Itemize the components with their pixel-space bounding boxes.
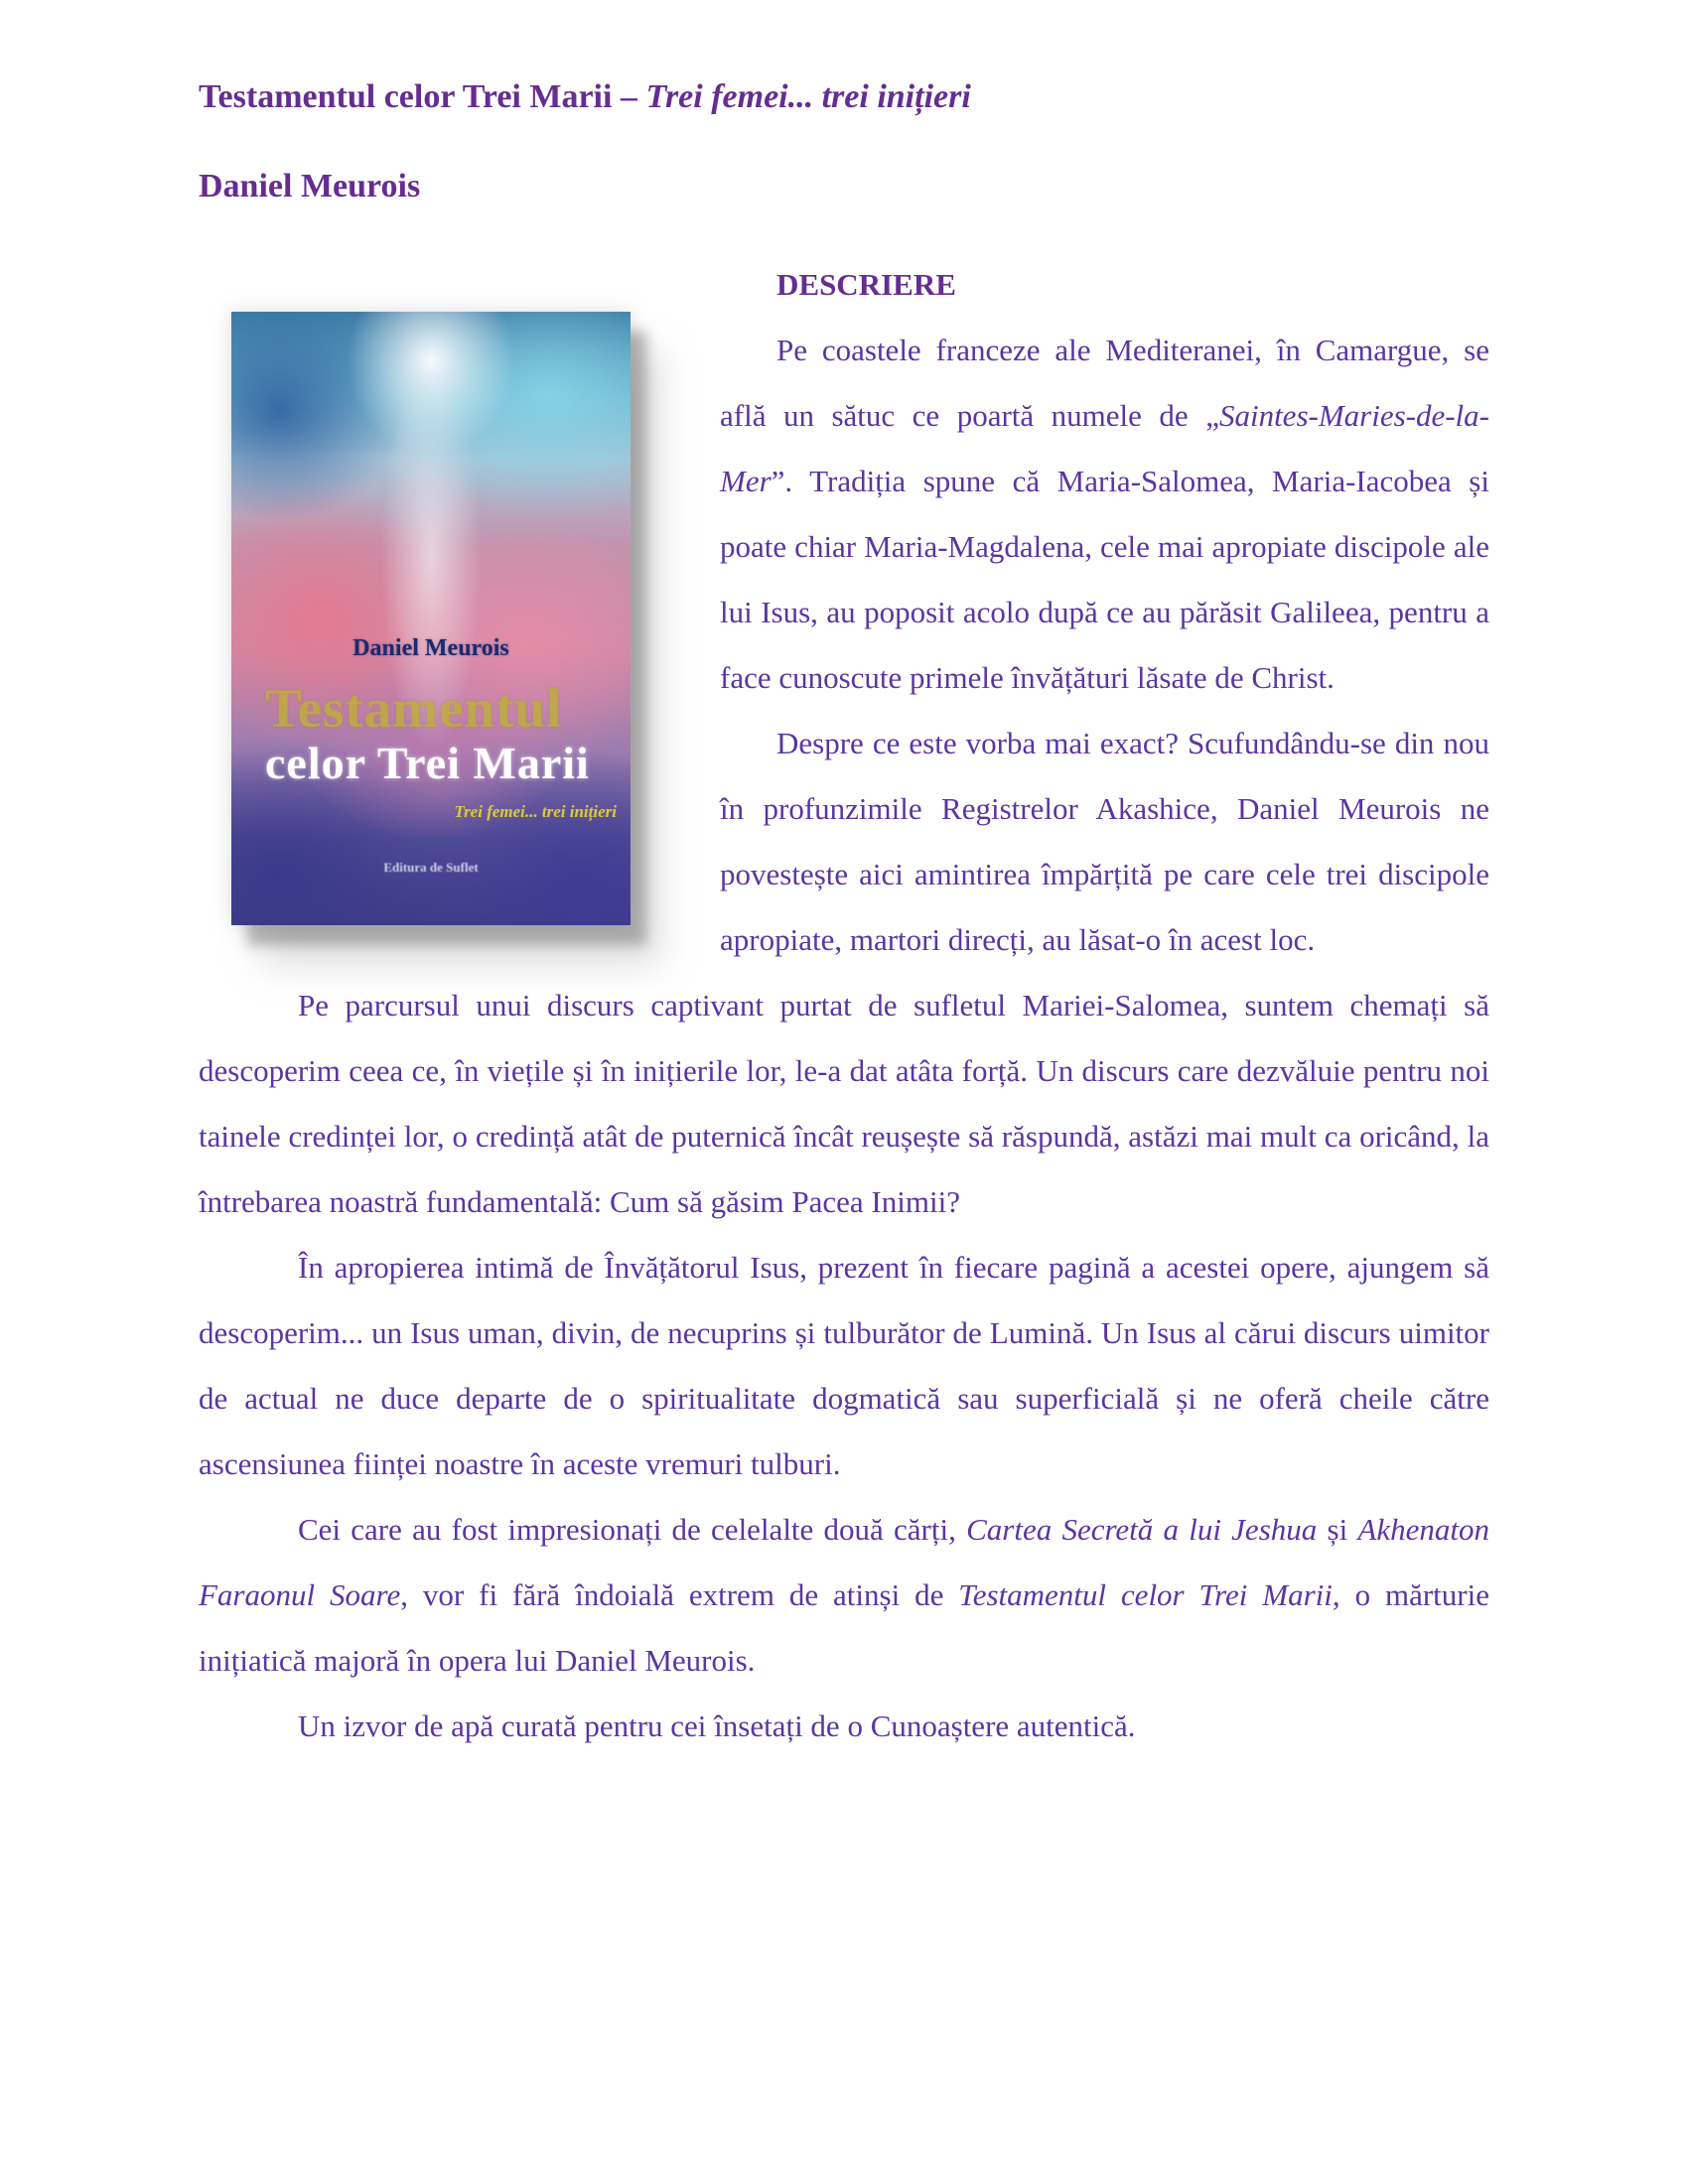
description-heading: DESCRIERE: [776, 267, 956, 302]
paragraph-5-book-title-3: Testamentul celor Trei Marii: [958, 1577, 1333, 1612]
cover-author-name: Daniel Meurois: [352, 635, 509, 661]
description-paragraph-2: Despre ce este vorba mai exact? Scufundându-se din nou în profunzimile Registrelor Akashice, Daniel Meurois ne povestește aici amintirea împărțită pe care cele trei discipole apropiate, martori direcți, au lăsat-o în acest loc.: [720, 726, 1489, 957]
description-paragraph-3: Pe parcursul unui discurs captivant purtat de sufletul Mariei-Salomea, suntem chemați să descoperim ceea ce, în viețile și în inițierile lor, le-a dat atâta forță. Un discurs care dezvăluie pentru noi tainele credinței lor, o credință atât de puternică încât reușește să răspundă, astăzi mai mult ca oricând, la întrebarea noastră fundamentală: Cum să găsim Pacea Inimii?: [199, 988, 1489, 1219]
document-content: [199, 0, 1489, 1759]
book-cover-image: [231, 312, 631, 925]
paragraph-5-text-a: Cei care au fost impresionați de celelalte două cărți,: [298, 1512, 967, 1547]
page-author: Daniel Meurois: [199, 168, 421, 205]
description-paragraph-5: [199, 1497, 1489, 1694]
cover-title-line1: Testamentul: [265, 678, 563, 739]
cover-publisher: Editura de Suflet: [383, 860, 479, 875]
cover-title-line2: celor Trei Marii: [265, 738, 590, 788]
paragraph-5-book-title-2: Akhenaton Faraonul Soare: [199, 1512, 1489, 1612]
paragraph-1-text-b: ”. Tradiția spune că Maria-Salomea, Maria-Iacobea și poate chiar Maria-Magdalena, cele mai apropiate discipole ale lui Isus, au poposit acolo după ce au părăsit Galileea, pentru a face cunoscute primele învățături lăsate de Christ.: [720, 464, 1489, 695]
book-cover-figure: [231, 312, 631, 925]
page-title-regular: Testamentul celor Trei Marii –: [199, 78, 646, 115]
description-paragraph-6: Un izvor de apă curată pentru cei însetați de o Cunoaștere autentică.: [298, 1708, 1136, 1743]
page-title: [199, 0, 1489, 119]
paragraph-1-text-a: Pe coastele franceze ale Mediteranei, în Camargue, se află un sătuc ce poartă numele de „: [720, 333, 1489, 433]
description-section: [199, 252, 1489, 1759]
cover-subtitle: Trei femei... trei inițieri: [454, 802, 617, 821]
paragraph-5-text-c: , vor fi fără îndoială extrem de atinși de: [400, 1577, 959, 1612]
description-paragraph-1: [720, 318, 1489, 711]
paragraph-5-text-b: și: [1317, 1512, 1358, 1547]
paragraph-5-text-d: , o mărturie inițiatică majoră în opera lui Daniel Meurois.: [199, 1577, 1489, 1678]
paragraph-5-book-title-1: Cartea Secretă a lui Jeshua: [966, 1512, 1318, 1547]
description-paragraph-4: În apropierea intimă de Învățătorul Isus, prezent în fiecare pagină a acestei opere, ajungem să descoperim... un Isus uman, divin, de necuprins și tulburător de Lumină. Un Isus al cărui discurs uimitor de actual ne duce departe de o spiritualitate dogmatică sau superficială și ne oferă cheile către ascensiunea ființei noastre în aceste vremuri tulburi.: [199, 1250, 1489, 1481]
paragraph-1-place-italic: Saintes-Maries-de-la-Mer: [720, 398, 1489, 498]
page-title-italic: Trei femei... trei inițieri: [645, 78, 971, 115]
